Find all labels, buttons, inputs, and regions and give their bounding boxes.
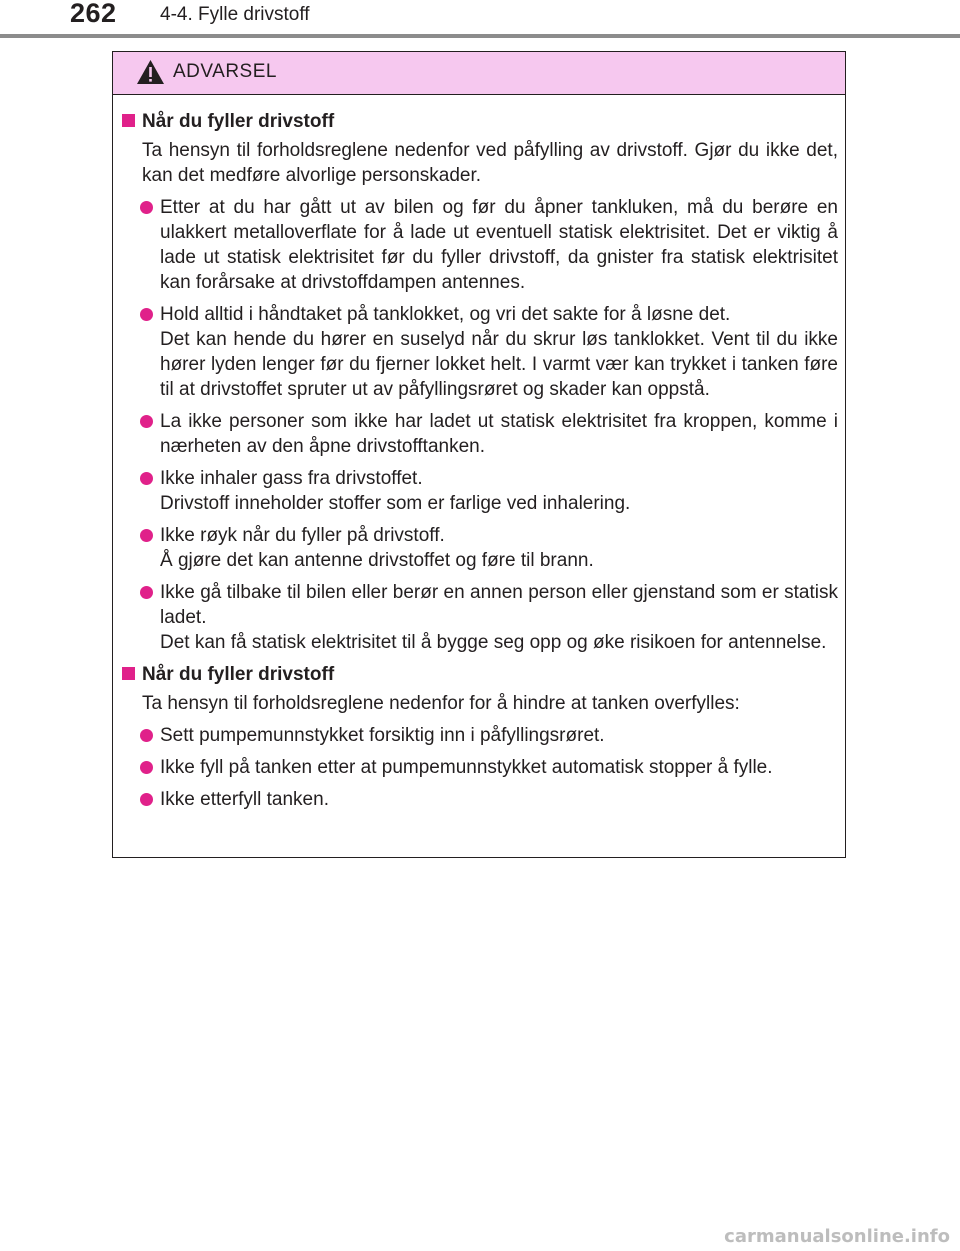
section-heading (122, 662, 838, 687)
circle-bullet-icon (140, 201, 153, 214)
list-item-text: Ikke fyll på tanken etter at pumpemunnstykket automatisk stopper å fylle. (160, 757, 773, 778)
list-item-text: Ikke etterfyll tanken. (160, 789, 329, 810)
square-bullet-icon (122, 667, 135, 680)
section-heading-text: Når du fyller drivstoff (142, 664, 335, 685)
warning-triangle-icon (136, 59, 165, 85)
list-item-detail: Det kan hende du hører en suselyd når du skrur løs tanklokket. Vent til du ikke hører lyden lenger før du fjerner lokket helt. I varmt vær kan trykket i tanken føre til at drivstoffet spruter ut av påfyllingsrøret og skader kan oppstå. (160, 329, 838, 400)
circle-bullet-icon (140, 472, 153, 485)
square-bullet-icon (122, 114, 135, 127)
circle-bullet-icon (140, 415, 153, 428)
list-item (122, 409, 838, 459)
watermark-text: carmanualsonline.info (724, 1226, 950, 1247)
list-item-text: Ikke gå tilbake til bilen eller berør en annen person eller gjenstand som er statisk ladet. (160, 582, 838, 628)
circle-bullet-icon (140, 308, 153, 321)
warning-title: ADVARSEL (173, 61, 277, 82)
section-heading (122, 109, 838, 134)
warning-header (113, 52, 845, 95)
list-item (122, 755, 838, 780)
list-item-detail: Drivstoff inneholder stoffer som er farlige ved inhalering. (160, 493, 631, 514)
list-item-detail: Å gjøre det kan antenne drivstoffet og føre til brann. (160, 550, 594, 571)
section-intro: Ta hensyn til forholdsreglene nedenfor for å hindre at tanken overfylles: (142, 693, 740, 714)
list-item (122, 302, 838, 402)
list-item-text: Ikke inhaler gass fra drivstoffet. (160, 468, 423, 489)
circle-bullet-icon (140, 729, 153, 742)
list-item-text: Hold alltid i håndtaket på tanklokket, og vri det sakte for å løsne det. (160, 304, 731, 325)
list-item-text: Etter at du har gått ut av bilen og før du åpner tankluken, må du berøre en ulakkert metalloverflate for å lade ut eventuell statisk elektrisitet. Det er viktig å lade ut statisk elektrisitet før du fyller drivstoff, da gnister fra statisk elektrisitet kan forårsake at drivstoffdampen antennes. (160, 197, 838, 293)
warning-body (113, 95, 845, 812)
list-item (122, 787, 838, 812)
list-item-text: La ikke personer som ikke har ladet ut statisk elektrisitet fra kroppen, komme i nærheten av den åpne drivstofftanken. (160, 411, 838, 457)
circle-bullet-icon (140, 793, 153, 806)
circle-bullet-icon (140, 586, 153, 599)
list-item (122, 580, 838, 655)
section-title: 4-4. Fylle drivstoff (160, 4, 310, 25)
warning-box (112, 51, 846, 858)
list-item (122, 466, 838, 516)
header-rule (0, 34, 960, 38)
section-heading-text: Når du fyller drivstoff (142, 111, 335, 132)
circle-bullet-icon (140, 761, 153, 774)
page-header (0, 0, 960, 40)
list-item (122, 195, 838, 295)
list-item-text: Ikke røyk når du fyller på drivstoff. (160, 525, 445, 546)
list-item (122, 723, 838, 748)
list-item-text: Sett pumpemunnstykket forsiktig inn i påfyllingsrøret. (160, 725, 605, 746)
list-item (122, 523, 838, 573)
section-intro: Ta hensyn til forholdsreglene nedenfor ved påfylling av drivstoff. Gjør du ikke det, kan det medføre alvorlige personskader. (142, 140, 838, 186)
circle-bullet-icon (140, 529, 153, 542)
page-number: 262 (70, 0, 117, 28)
list-item-detail: Det kan få statisk elektrisitet til å bygge seg opp og øke risikoen for antennelse. (160, 632, 827, 653)
